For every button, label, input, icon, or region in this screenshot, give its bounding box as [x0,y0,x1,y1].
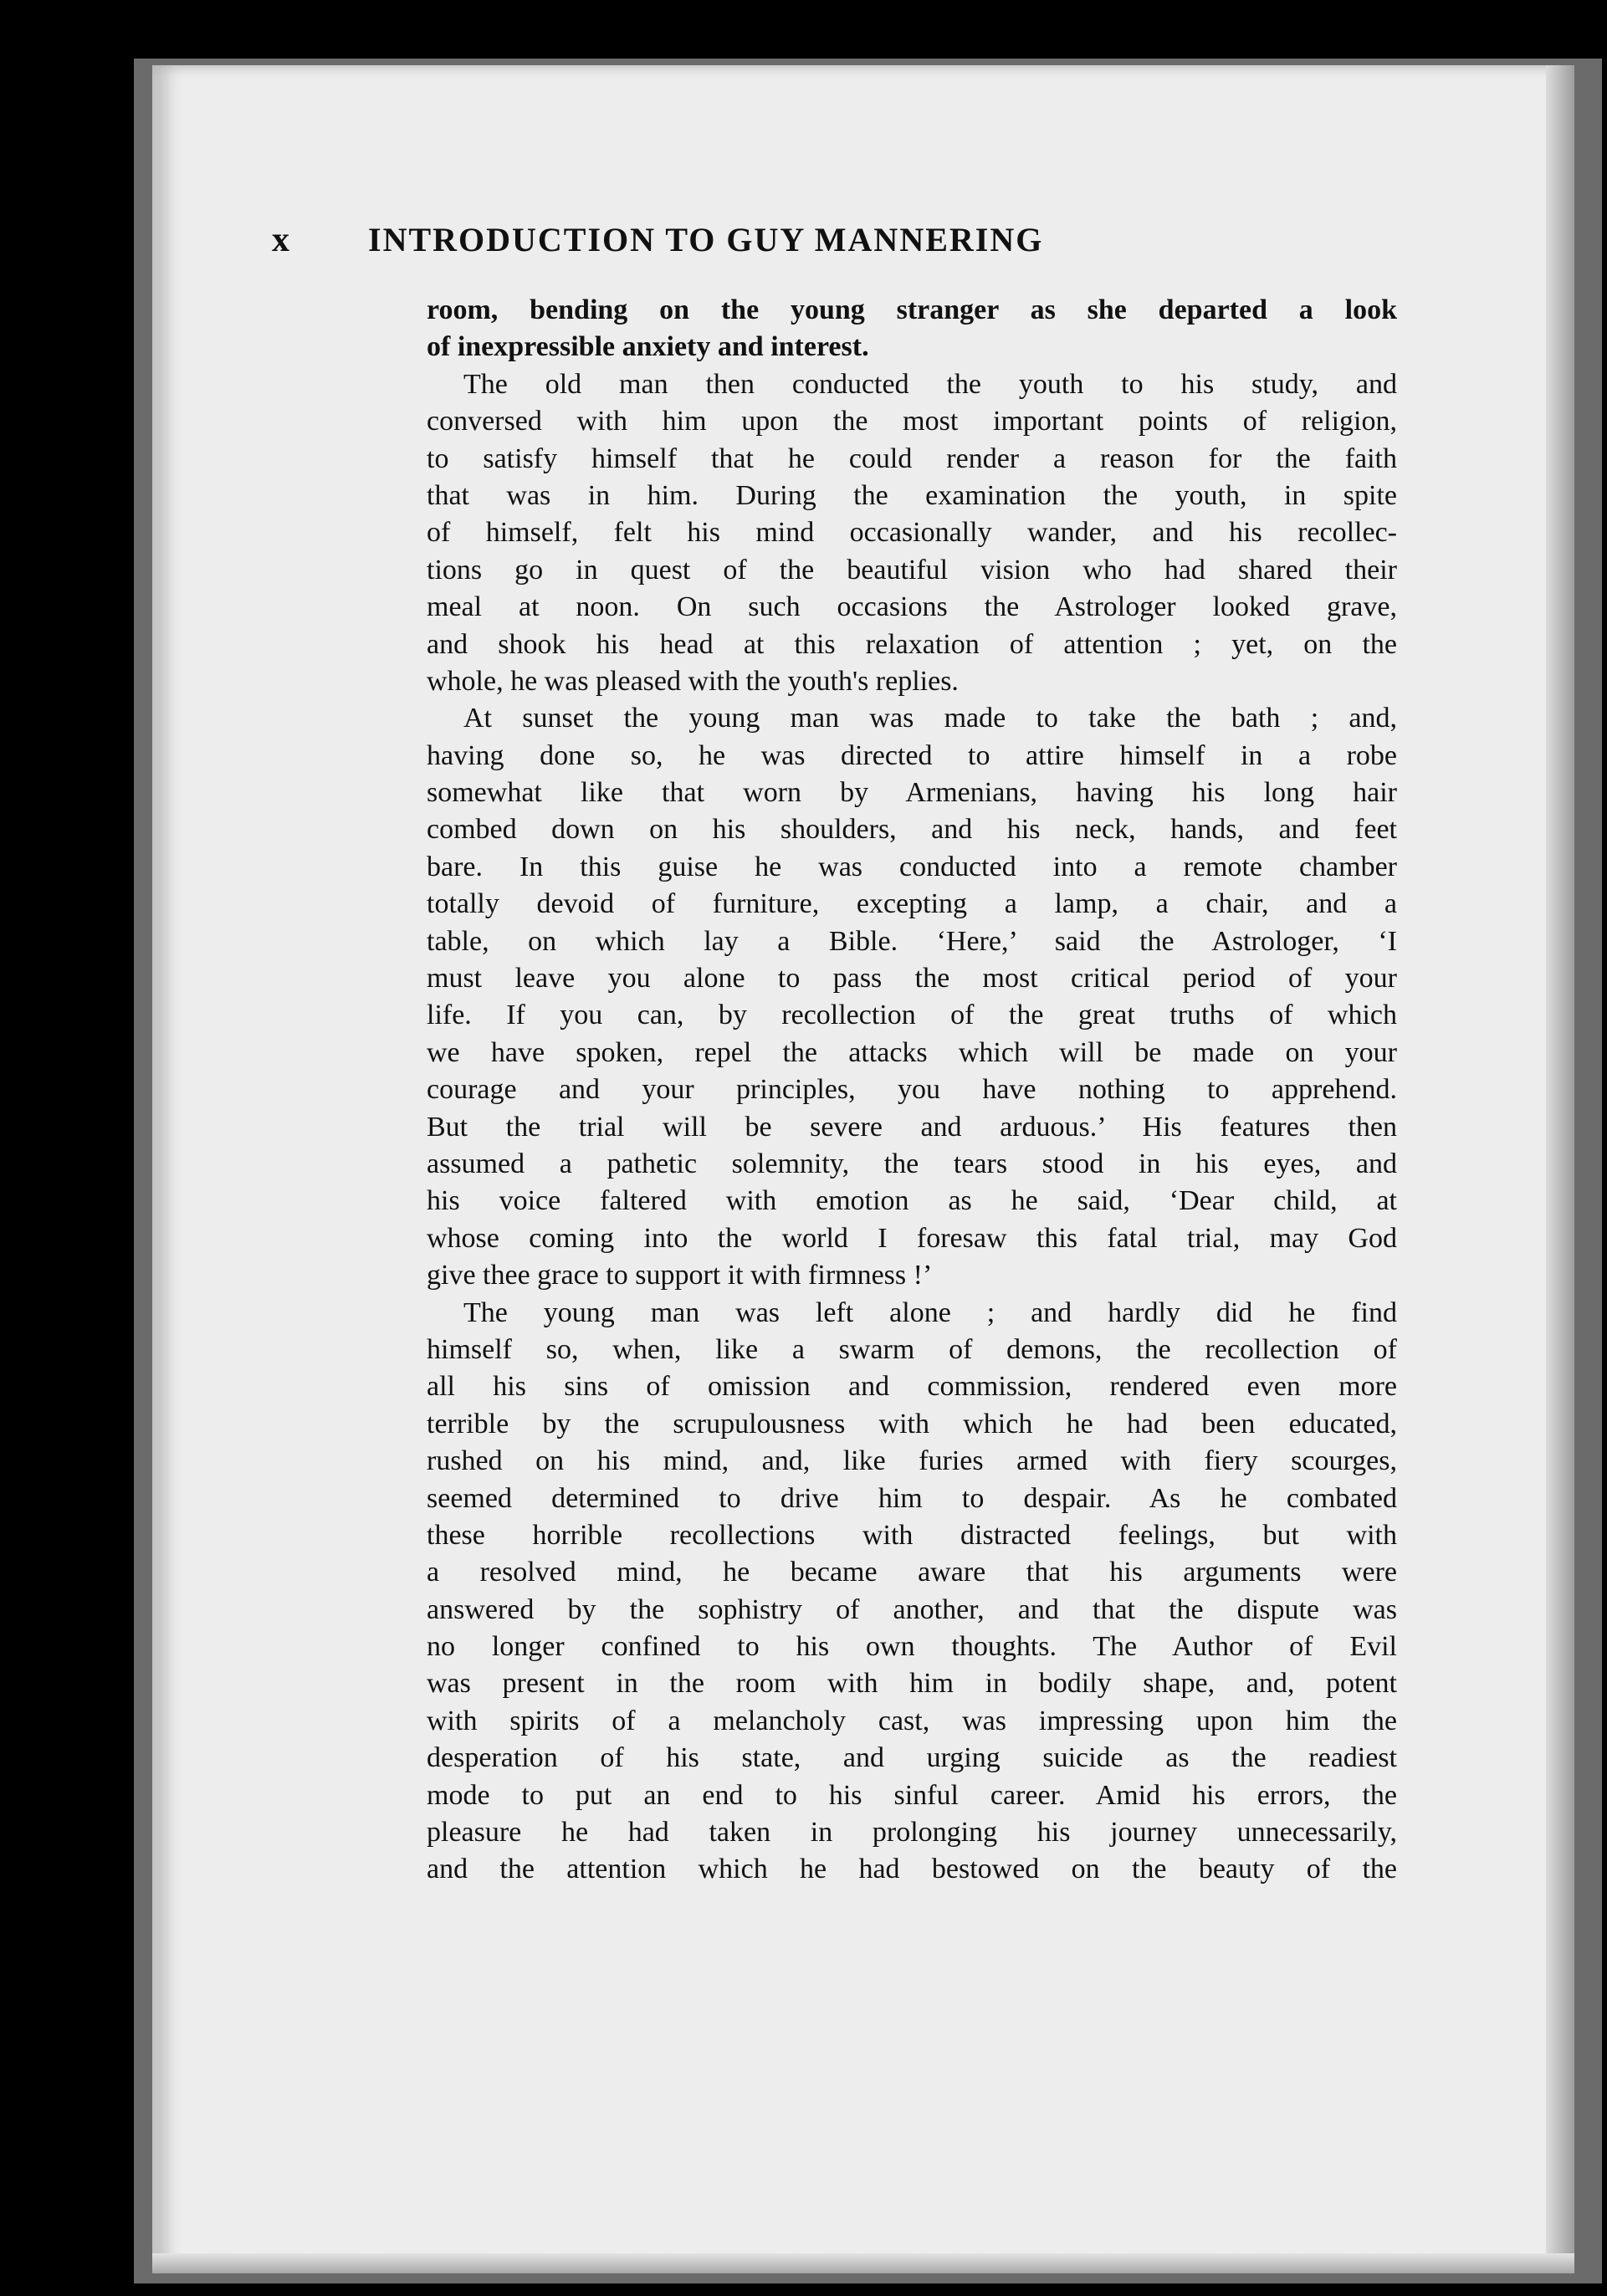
text-line: we have spoken, repel the attacks which will be made on your [427,1036,1397,1068]
running-header [272,213,1405,267]
text-line: The young man was left alone ; and hardly did he find [463,1296,1397,1328]
text-line: and shook his head at this relaxation of attention ; yet, on the [427,628,1397,660]
text-line: terrible by the scrupulousness with which he had been educated, [427,1408,1397,1439]
page-number: x [272,221,290,259]
text-line: with spirits of a melancholy cast, was impressing upon him the [427,1705,1397,1736]
text-line: combed down on his shoulders, and his neck, hands, and feet [427,814,1397,846]
text-line: answered by the sophistry of another, and that the dispute was [427,1593,1397,1625]
text-line: his voice faltered with emotion as he said, ‘Dear child, at [427,1185,1397,1217]
text-line: to satisfy himself that he could render a reason for the faith [427,442,1397,474]
text-line: But the trial will be severe and arduous.’ His features then [427,1111,1397,1143]
text-line: room, bending on the young stranger as she departed a look [427,294,1397,325]
text-line: meal at noon. On such occasions the Astrologer looked grave, [427,591,1397,623]
text-line: no longer confined to his own thoughts. The Author of Evil [427,1631,1397,1663]
text-line: all his sins of omission and commission, rendered even more [427,1371,1397,1403]
text-line: seemed determined to drive him to despair. As he combated [427,1482,1397,1514]
text-line: desperation of his state, and urging suicide as the readiest [427,1742,1397,1774]
text-line: himself so, when, like a swarm of demons, the recollection of [427,1333,1397,1365]
text-line: and the attention which he had bestowed on the beauty of the [427,1854,1397,1885]
text-line: of inexpressible anxiety and interest. [427,331,869,363]
text-line: life. If you can, by recollection of the great truths of which [427,1000,1397,1031]
text-line: having done so, he was directed to attire himself in a robe [427,739,1397,771]
text-line: table, on which lay a Bible. ‘Here,’ said the Astrologer, ‘I [427,925,1397,957]
text-line: mode to put an end to his sinful career. Amid his errors, the [427,1779,1397,1811]
text-line: whole, he was pleased with the youth's replies. [427,665,959,697]
text-line: assumed a pathetic solemnity, the tears stood in his eyes, and [427,1148,1397,1179]
text-line: was present in the room with him in bodily shape, and, potent [427,1668,1397,1700]
running-title: INTRODUCTION TO GUY MANNERING [368,221,1044,258]
text-line: pleasure he had taken in prolonging his journey unnecessarily, [427,1817,1397,1849]
text-line: give thee grace to support it with firmness !’ [427,1260,933,1291]
text-line: must leave you alone to pass the most critical period of your [427,963,1397,995]
text-line: these horrible recollections with distracted feelings, but with [427,1519,1397,1551]
text-line: totally devoid of furniture, excepting a lamp, a chair, and a [427,888,1397,920]
text-line: conversed with him upon the most important points of religion, [427,406,1397,437]
text-line: somewhat like that worn by Armenians, having his long hair [427,777,1397,809]
text-line: a resolved mind, he became aware that his arguments were [427,1557,1397,1588]
text-line: At sunset the young man was made to take the bath ; and, [463,703,1397,734]
text-line: tions go in quest of the beautiful vision who had shared their [427,554,1397,586]
text-line: rushed on his mind, and, like furies armed with fiery scourges, [427,1445,1397,1477]
text-line: bare. In this guise he was conducted into a remote chamber [427,851,1397,882]
text-line: that was in him. During the examination the youth, in spite [427,479,1397,511]
text-line: whose coming into the world I foresaw this fatal trial, may God [427,1222,1397,1254]
text-line: courage and your principles, you have nothing to apprehend. [427,1074,1397,1106]
page-right-edge [1546,65,1574,2273]
body-text [427,292,1397,1889]
text-line: of himself, felt his mind occasionally wander, and his recollec- [427,517,1397,549]
page-bottom-edge [152,2253,1574,2273]
text-line: The old man then conducted the youth to his study, and [463,368,1397,400]
